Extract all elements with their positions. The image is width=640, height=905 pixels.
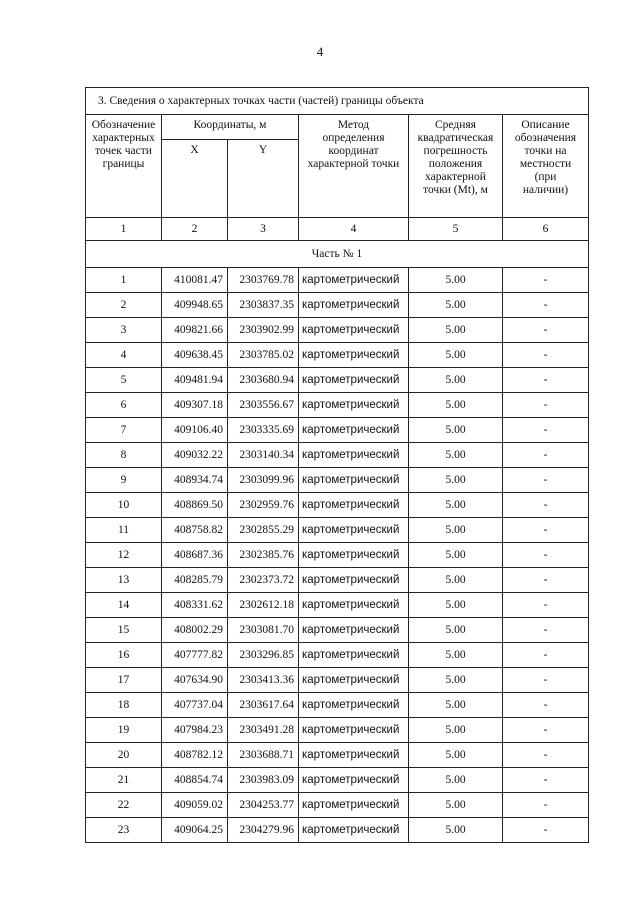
method: картометрический bbox=[299, 743, 409, 768]
coord-x: 409638.45 bbox=[162, 343, 228, 368]
point-number: 1 bbox=[86, 268, 162, 293]
table-row bbox=[86, 768, 589, 793]
coord-y: 2303837.35 bbox=[228, 293, 299, 318]
column-number-row bbox=[86, 218, 589, 241]
table-row bbox=[86, 693, 589, 718]
header-point: Обозначение характерных точек части границы bbox=[86, 115, 162, 218]
method: картометрический bbox=[299, 643, 409, 668]
point-number: 5 bbox=[86, 368, 162, 393]
coord-y: 2303769.78 bbox=[228, 268, 299, 293]
coord-x: 407737.04 bbox=[162, 693, 228, 718]
point-number: 22 bbox=[86, 793, 162, 818]
point-number: 20 bbox=[86, 743, 162, 768]
coord-y: 2302612.18 bbox=[228, 593, 299, 618]
table-row bbox=[86, 718, 589, 743]
error-value: 5.00 bbox=[409, 618, 503, 643]
point-number: 16 bbox=[86, 643, 162, 668]
error-value: 5.00 bbox=[409, 268, 503, 293]
point-number: 19 bbox=[86, 718, 162, 743]
point-number: 23 bbox=[86, 818, 162, 843]
error-value: 5.00 bbox=[409, 593, 503, 618]
coord-x: 409064.25 bbox=[162, 818, 228, 843]
method: картометрический bbox=[299, 568, 409, 593]
coord-y: 2303099.96 bbox=[228, 468, 299, 493]
error-value: 5.00 bbox=[409, 418, 503, 443]
page-number: 4 bbox=[316, 44, 324, 59]
point-number: 6 bbox=[86, 393, 162, 418]
description: - bbox=[503, 493, 589, 518]
table-row bbox=[86, 418, 589, 443]
error-value: 5.00 bbox=[409, 793, 503, 818]
column-number: 4 bbox=[299, 218, 409, 241]
table-row bbox=[86, 543, 589, 568]
method: картометрический bbox=[299, 343, 409, 368]
description: - bbox=[503, 793, 589, 818]
coord-x: 408854.74 bbox=[162, 768, 228, 793]
table-row bbox=[86, 443, 589, 468]
coord-x: 409106.40 bbox=[162, 418, 228, 443]
table-row bbox=[86, 368, 589, 393]
column-number: 6 bbox=[503, 218, 589, 241]
coord-x: 408002.29 bbox=[162, 618, 228, 643]
coord-y: 2303335.69 bbox=[228, 418, 299, 443]
point-number: 12 bbox=[86, 543, 162, 568]
table-row bbox=[86, 493, 589, 518]
method: картометрический bbox=[299, 418, 409, 443]
description: - bbox=[503, 393, 589, 418]
method: картометрический bbox=[299, 618, 409, 643]
error-value: 5.00 bbox=[409, 343, 503, 368]
header-y: Y bbox=[228, 140, 299, 218]
description: - bbox=[503, 568, 589, 593]
error-value: 5.00 bbox=[409, 568, 503, 593]
method: картометрический bbox=[299, 718, 409, 743]
description: - bbox=[503, 693, 589, 718]
coord-y: 2303556.67 bbox=[228, 393, 299, 418]
coord-x: 409307.18 bbox=[162, 393, 228, 418]
method: картометрический bbox=[299, 268, 409, 293]
method: картометрический bbox=[299, 518, 409, 543]
table-row bbox=[86, 568, 589, 593]
coord-y: 2303617.64 bbox=[228, 693, 299, 718]
error-value: 5.00 bbox=[409, 818, 503, 843]
point-number: 3 bbox=[86, 318, 162, 343]
error-value: 5.00 bbox=[409, 493, 503, 518]
coord-x: 407777.82 bbox=[162, 643, 228, 668]
table-row bbox=[86, 818, 589, 843]
method: картометрический bbox=[299, 668, 409, 693]
point-number: 4 bbox=[86, 343, 162, 368]
point-number: 10 bbox=[86, 493, 162, 518]
error-value: 5.00 bbox=[409, 668, 503, 693]
description: - bbox=[503, 268, 589, 293]
coord-y: 2303688.71 bbox=[228, 743, 299, 768]
coord-x: 407984.23 bbox=[162, 718, 228, 743]
point-number: 8 bbox=[86, 443, 162, 468]
coord-x: 408687.36 bbox=[162, 543, 228, 568]
error-value: 5.00 bbox=[409, 518, 503, 543]
error-value: 5.00 bbox=[409, 368, 503, 393]
description: - bbox=[503, 293, 589, 318]
coord-y: 2303296.85 bbox=[228, 643, 299, 668]
description: - bbox=[503, 743, 589, 768]
coord-x: 408758.82 bbox=[162, 518, 228, 543]
method: картометрический bbox=[299, 443, 409, 468]
error-value: 5.00 bbox=[409, 718, 503, 743]
error-value: 5.00 bbox=[409, 768, 503, 793]
method: картометрический bbox=[299, 468, 409, 493]
header-method: Метод определения координат характерной точки bbox=[299, 115, 409, 218]
header-coordinates: Координаты, м bbox=[162, 115, 299, 140]
description: - bbox=[503, 593, 589, 618]
method: картометрический bbox=[299, 593, 409, 618]
method: картометрический bbox=[299, 368, 409, 393]
coord-x: 408285.79 bbox=[162, 568, 228, 593]
table-row bbox=[86, 518, 589, 543]
method: картометрический bbox=[299, 393, 409, 418]
coord-y: 2303140.34 bbox=[228, 443, 299, 468]
point-number: 14 bbox=[86, 593, 162, 618]
table-row bbox=[86, 593, 589, 618]
coord-y: 2303785.02 bbox=[228, 343, 299, 368]
column-number: 5 bbox=[409, 218, 503, 241]
table-row bbox=[86, 618, 589, 643]
method: картометрический bbox=[299, 768, 409, 793]
coord-x: 407634.90 bbox=[162, 668, 228, 693]
coord-x: 408331.62 bbox=[162, 593, 228, 618]
error-value: 5.00 bbox=[409, 543, 503, 568]
point-number: 15 bbox=[86, 618, 162, 643]
table-row bbox=[86, 293, 589, 318]
description: - bbox=[503, 768, 589, 793]
table-row bbox=[86, 268, 589, 293]
description: - bbox=[503, 418, 589, 443]
coord-y: 2302855.29 bbox=[228, 518, 299, 543]
point-number: 18 bbox=[86, 693, 162, 718]
header-error: Средняя квадратическая погрешность положения характерной точки (Mt), м bbox=[409, 115, 503, 218]
description: - bbox=[503, 468, 589, 493]
method: картометрический bbox=[299, 793, 409, 818]
coord-x: 409032.22 bbox=[162, 443, 228, 468]
table-row bbox=[86, 468, 589, 493]
column-number: 2 bbox=[162, 218, 228, 241]
error-value: 5.00 bbox=[409, 293, 503, 318]
error-value: 5.00 bbox=[409, 743, 503, 768]
point-number: 11 bbox=[86, 518, 162, 543]
table-row bbox=[86, 318, 589, 343]
section-title: 3. Сведения о характерных точках части (частей) границы объекта bbox=[86, 88, 589, 115]
coord-y: 2303413.36 bbox=[228, 668, 299, 693]
coord-y: 2302373.72 bbox=[228, 568, 299, 593]
error-value: 5.00 bbox=[409, 318, 503, 343]
error-value: 5.00 bbox=[409, 468, 503, 493]
error-value: 5.00 bbox=[409, 393, 503, 418]
coord-y: 2303081.70 bbox=[228, 618, 299, 643]
description: - bbox=[503, 618, 589, 643]
description: - bbox=[503, 368, 589, 393]
method: картометрический bbox=[299, 543, 409, 568]
description: - bbox=[503, 668, 589, 693]
column-number: 3 bbox=[228, 218, 299, 241]
table-row bbox=[86, 393, 589, 418]
boundary-points-table bbox=[85, 87, 589, 843]
error-value: 5.00 bbox=[409, 443, 503, 468]
description: - bbox=[503, 518, 589, 543]
coord-x: 408869.50 bbox=[162, 493, 228, 518]
table-row bbox=[86, 668, 589, 693]
error-value: 5.00 bbox=[409, 643, 503, 668]
table-row bbox=[86, 343, 589, 368]
point-number: 17 bbox=[86, 668, 162, 693]
table-row bbox=[86, 743, 589, 768]
description: - bbox=[503, 543, 589, 568]
header-description: Описание обозначения точки на местности (при наличии) bbox=[503, 115, 589, 218]
point-number: 9 bbox=[86, 468, 162, 493]
description: - bbox=[503, 318, 589, 343]
header-x: X bbox=[162, 140, 228, 218]
description: - bbox=[503, 643, 589, 668]
description: - bbox=[503, 718, 589, 743]
coord-y: 2302385.76 bbox=[228, 543, 299, 568]
coord-y: 2304253.77 bbox=[228, 793, 299, 818]
point-number: 2 bbox=[86, 293, 162, 318]
coord-y: 2303902.99 bbox=[228, 318, 299, 343]
coord-x: 408782.12 bbox=[162, 743, 228, 768]
coord-x: 410081.47 bbox=[162, 268, 228, 293]
coord-y: 2303491.28 bbox=[228, 718, 299, 743]
method: картометрический bbox=[299, 818, 409, 843]
coord-x: 409948.65 bbox=[162, 293, 228, 318]
column-number: 1 bbox=[86, 218, 162, 241]
coord-x: 408934.74 bbox=[162, 468, 228, 493]
coord-x: 409821.66 bbox=[162, 318, 228, 343]
description: - bbox=[503, 443, 589, 468]
method: картометрический bbox=[299, 493, 409, 518]
coord-y: 2302959.76 bbox=[228, 493, 299, 518]
point-number: 13 bbox=[86, 568, 162, 593]
coord-y: 2303983.09 bbox=[228, 768, 299, 793]
description: - bbox=[503, 343, 589, 368]
description: - bbox=[503, 818, 589, 843]
coord-y: 2304279.96 bbox=[228, 818, 299, 843]
coord-x: 409481.94 bbox=[162, 368, 228, 393]
point-number: 21 bbox=[86, 768, 162, 793]
method: картометрический bbox=[299, 693, 409, 718]
method: картометрический bbox=[299, 293, 409, 318]
coord-x: 409059.02 bbox=[162, 793, 228, 818]
method: картометрический bbox=[299, 318, 409, 343]
table-row bbox=[86, 793, 589, 818]
part-label: Часть № 1 bbox=[86, 241, 589, 268]
coord-y: 2303680.94 bbox=[228, 368, 299, 393]
point-number: 7 bbox=[86, 418, 162, 443]
error-value: 5.00 bbox=[409, 693, 503, 718]
table-row bbox=[86, 643, 589, 668]
